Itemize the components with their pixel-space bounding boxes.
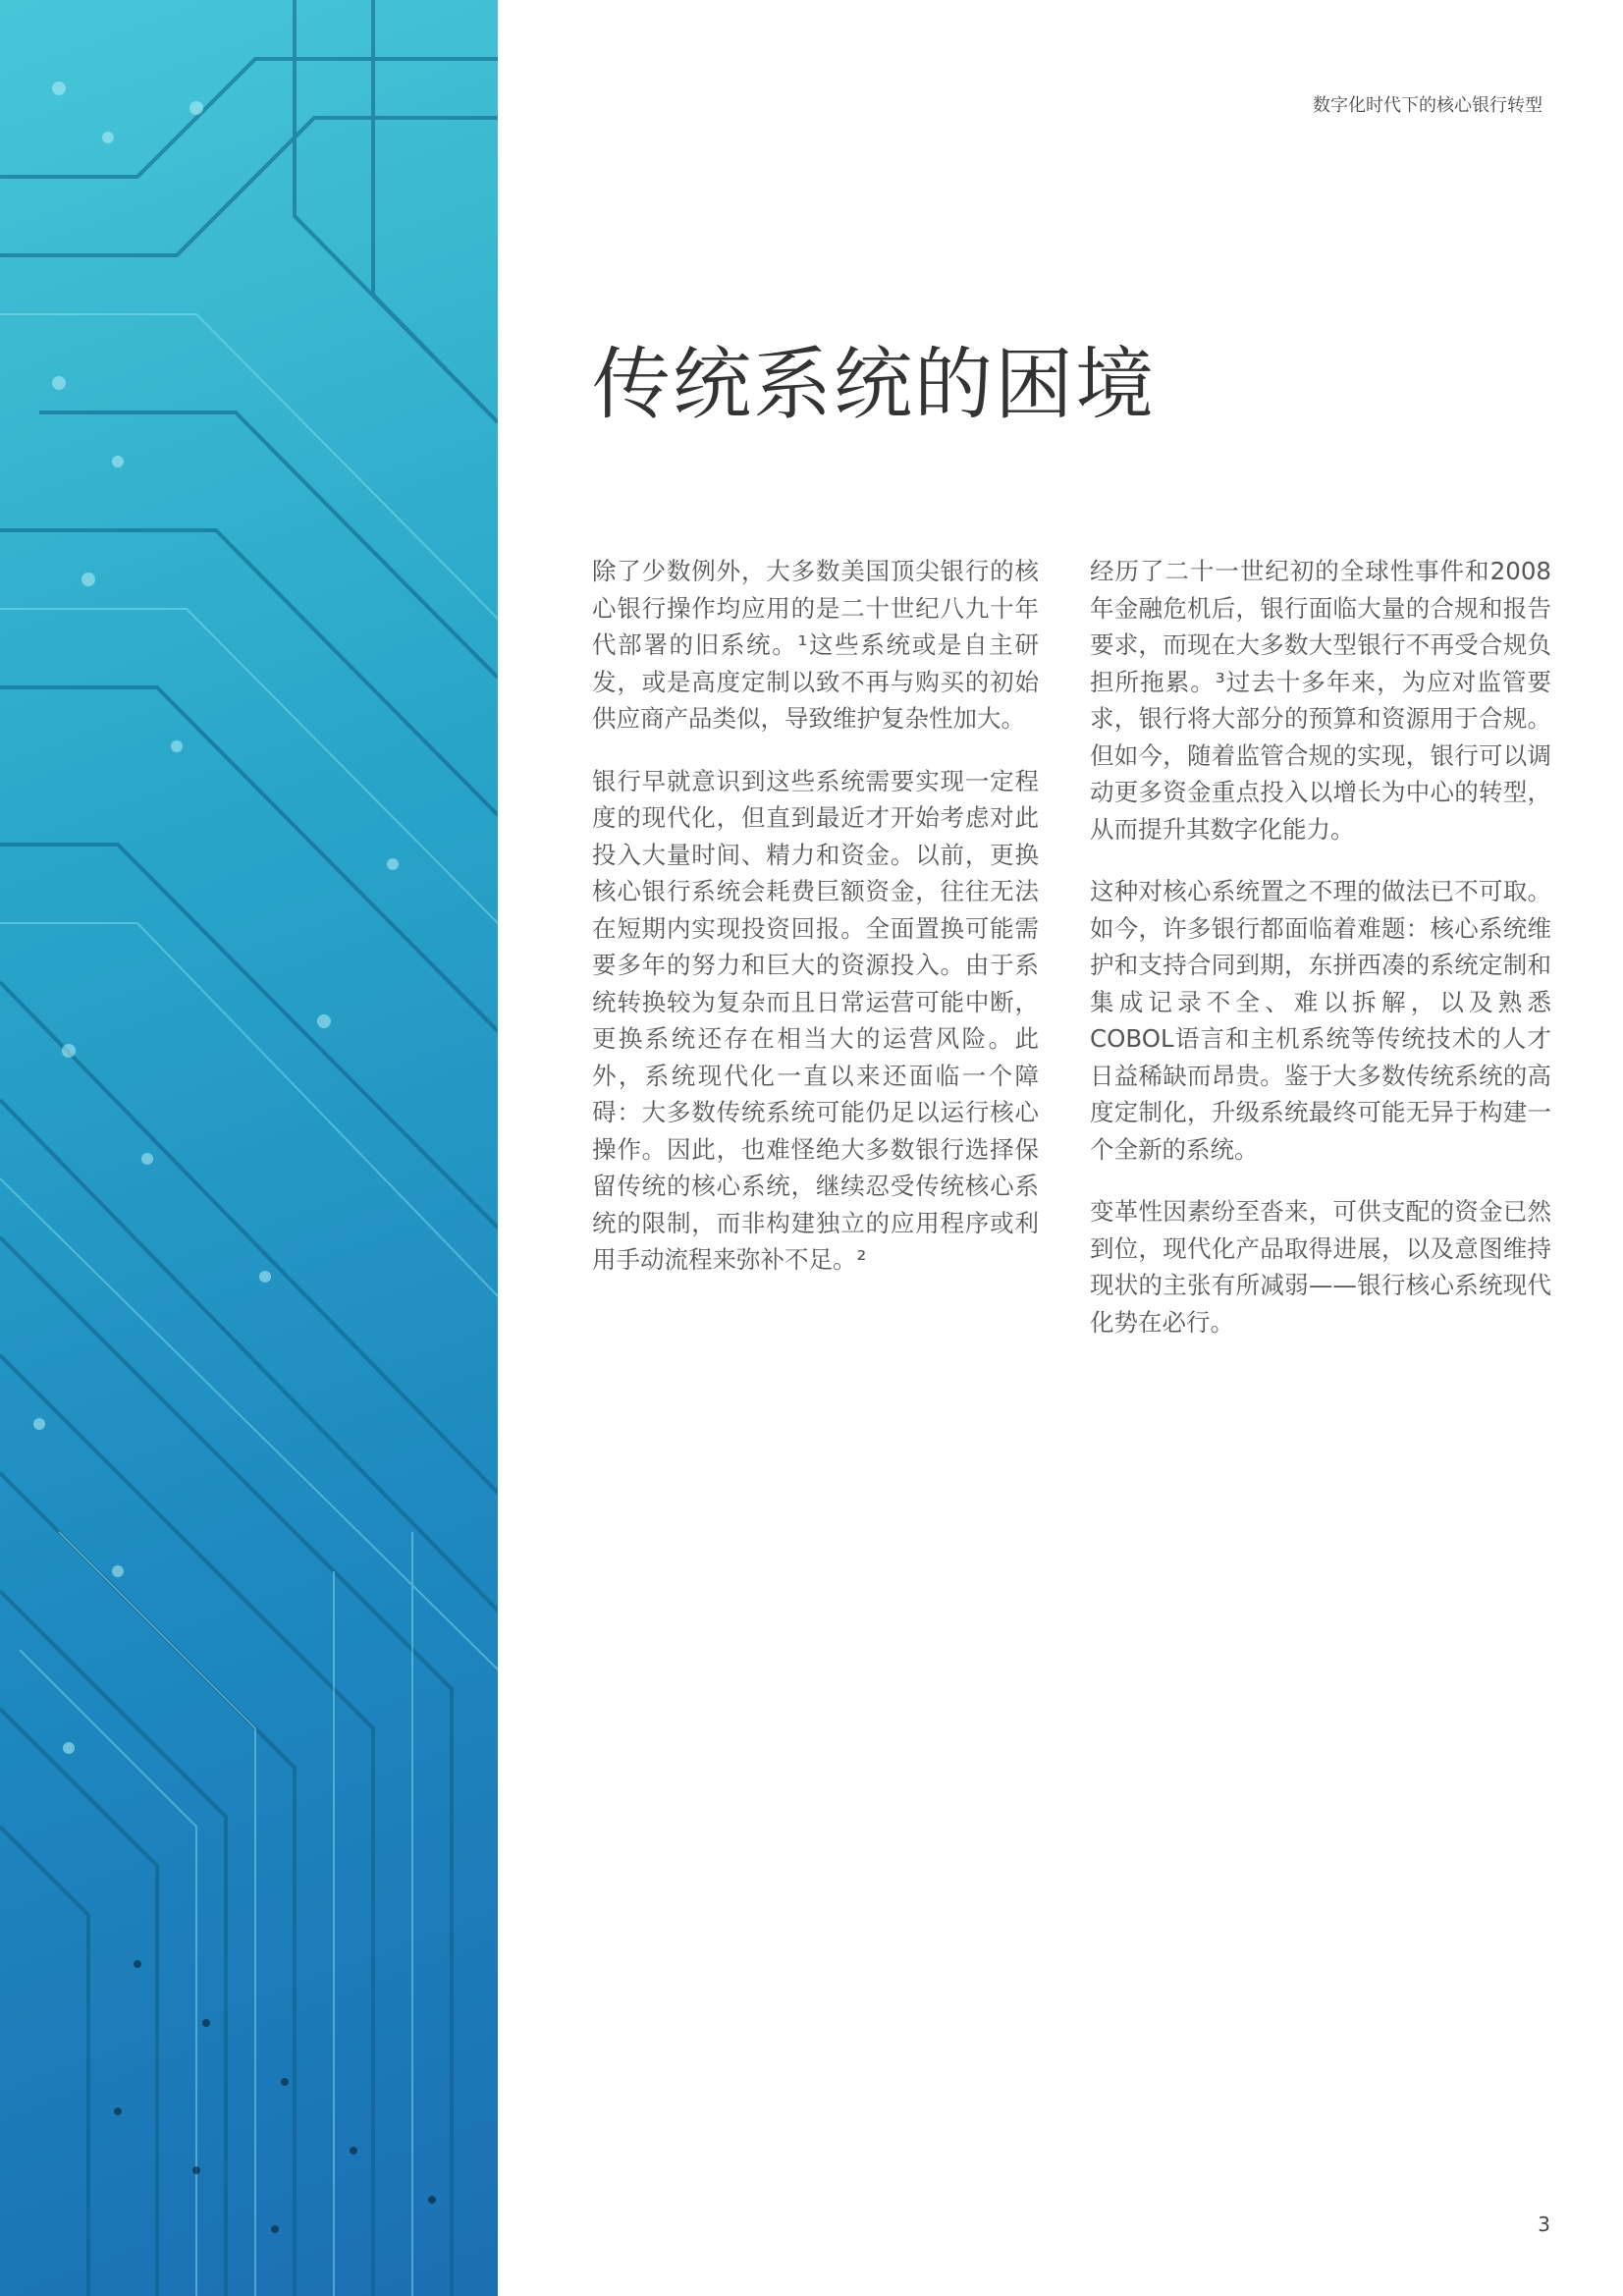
- section-title: 传统系统的困境: [592, 339, 1156, 430]
- body-column-right: [1090, 553, 1551, 1366]
- body-column-left: [592, 553, 1039, 1304]
- running-header: 数字化时代下的核心银行转型: [1313, 95, 1542, 116]
- paragraph: 这种对核心系统置之不理的做法已不可取。如今，许多银行都面临着难题：核心系统维护和支持合同到期，东拼西凑的系统定制和集成记录不全、难以拆解，以及熟悉COBOL语言和主机系统等传统技术的人才日益稀缺而昂贵。鉴于大多数传统系统的高度定制化，升级系统最终可能无异于构建一个全新的系统。: [1090, 877, 1551, 1164]
- paragraph: 变革性因素纷至沓来，可供支配的资金已然到位，现代化产品取得进展，以及意图维持现状的主张有所减弱——银行核心系统现代化势在必行。: [1090, 1197, 1551, 1337]
- page-number: 3: [1538, 2213, 1550, 2236]
- circuit-board-image: [0, 0, 498, 2296]
- paragraph: 除了少数例外，大多数美国顶尖银行的核心银行操作均应用的是二十世纪八九十年代部署的旧系统。¹这些系统或是自主研发，或是高度定制以致不再与购买的初始供应商产品类似，导致维护复杂性加大。: [592, 557, 1039, 733]
- paragraph: 银行早就意识到这些系统需要实现一定程度的现代化，但直到最近才开始考虑对此投入大量时间、精力和资金。以前，更换核心银行系统会耗费巨额资金，往往无法在短期内实现投资回报。全面置换可能需要多年的努力和巨大的资源投入。由于系统转换较为复杂而且日常运营可能中断，更换系统还存在相当大的运营风险。此外，系统现代化一直以来还面临一个障碍：大多数传统系统可能仍足以运行核心操作。因此，也难怪绝大多数银行选择保留传统的核心系统，继续忍受传统核心系统的限制，而非构建独立的应用程序或利用手动流程来弥补不足。²: [592, 766, 1039, 1274]
- paragraph: 经历了二十一世纪初的全球性事件和2008年金融危机后，银行面临大量的合规和报告要求，而现在大多数大型银行不再受合规负担所拖累。³过去十多年来，为应对监管要求，银行将大部分的预算和资源用于合规。但如今，随着监管合规的实现，银行可以调动更多资金重点投入以增长为中心的转型，从而提升其数字化能力。: [1090, 557, 1551, 844]
- circuit-traces: [0, 0, 498, 2296]
